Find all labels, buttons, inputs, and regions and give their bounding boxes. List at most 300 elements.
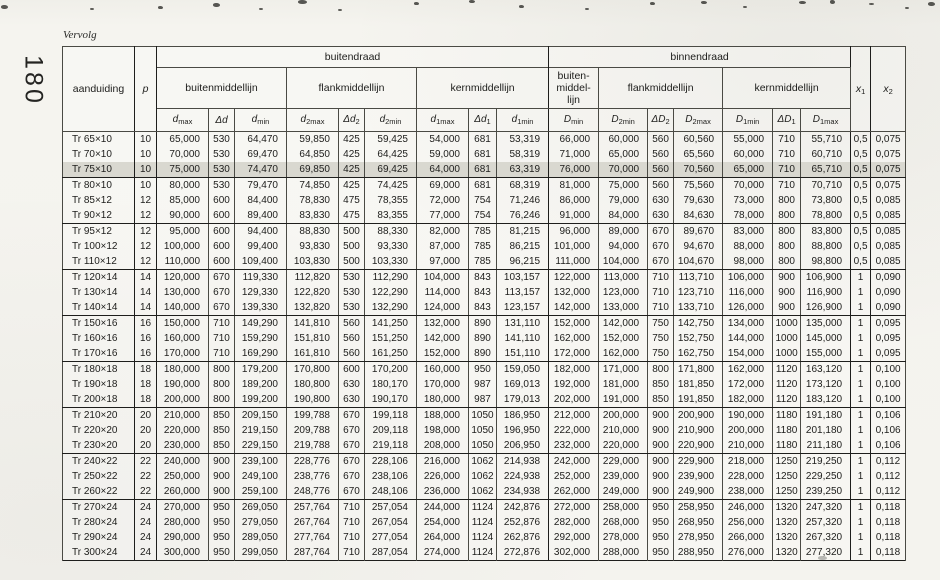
table-row — [63, 392, 906, 408]
table-cell: 1050 — [469, 423, 497, 438]
table-cell: 12 — [135, 254, 157, 270]
table-cell: 132,000 — [417, 316, 469, 332]
table-cell: 20 — [135, 408, 157, 424]
table-cell: 161,810 — [287, 346, 339, 362]
table-row — [63, 454, 906, 470]
table-cell: 1062 — [469, 484, 497, 500]
table-cell: 630 — [648, 193, 674, 208]
table-cell: 94,000 — [599, 239, 648, 254]
table-cell: 1320 — [773, 530, 801, 545]
table-cell: 1 — [851, 392, 871, 408]
table-cell: 126,000 — [723, 300, 773, 316]
table-cell: 10 — [135, 162, 157, 178]
table-cell: 292,000 — [549, 530, 599, 545]
table-row — [63, 423, 906, 438]
table-cell: 670 — [648, 254, 674, 270]
table-cell: 267,764 — [287, 515, 339, 530]
table-cell: 169,290 — [235, 346, 287, 362]
table-cell: 88,800 — [801, 239, 851, 254]
table-cell: 268,000 — [599, 515, 648, 530]
table-cell: 180,000 — [417, 392, 469, 408]
table-cell: 1124 — [469, 515, 497, 530]
table-cell: 200,000 — [157, 392, 209, 408]
table-cell: 86,000 — [549, 193, 599, 208]
table-row — [63, 362, 906, 378]
column-symbol: $\Delta D_2$ — [648, 109, 674, 132]
table-cell: 209,118 — [365, 423, 417, 438]
table-cell: 140,000 — [157, 300, 209, 316]
table-cell: 950 — [648, 500, 674, 516]
table-cell: 530 — [209, 132, 235, 148]
table-cell: Tr 110×12 — [63, 254, 135, 270]
table-row — [63, 193, 906, 208]
table-cell: 83,000 — [723, 224, 773, 240]
table-cell: 170,000 — [157, 346, 209, 362]
table-cell: 987 — [469, 392, 497, 408]
table-cell: 59,425 — [365, 132, 417, 148]
column-symbol: $d_{min}$ — [235, 109, 287, 132]
table-cell: 162,000 — [723, 362, 773, 378]
table-cell: 116,900 — [801, 285, 851, 300]
table-cell: 73,800 — [801, 193, 851, 208]
table-cell: 89,000 — [599, 224, 648, 240]
table-cell: 112,820 — [287, 270, 339, 286]
table-cell: 0,075 — [871, 132, 906, 148]
table-cell: 226,000 — [417, 469, 469, 484]
table-cell: 219,150 — [235, 423, 287, 438]
table-cell: Tr 65×10 — [63, 132, 135, 148]
table-cell: 0,112 — [871, 484, 906, 500]
table-cell: 234,938 — [497, 484, 549, 500]
table-cell: 210,000 — [723, 438, 773, 454]
table-cell: 79,000 — [599, 193, 648, 208]
table-cell: 600 — [209, 208, 235, 224]
table-cell: 211,180 — [801, 438, 851, 454]
table-cell: 14 — [135, 270, 157, 286]
table-cell: 55,000 — [723, 132, 773, 148]
table-cell: 228,776 — [287, 454, 339, 470]
table-cell: 750 — [648, 331, 674, 346]
table-cell: 200,000 — [599, 408, 648, 424]
table-row — [63, 224, 906, 240]
table-cell: 160,000 — [417, 362, 469, 378]
table-cell: Tr 300×24 — [63, 545, 135, 561]
table-cell: Tr 180×18 — [63, 362, 135, 378]
table-cell: 155,000 — [801, 346, 851, 362]
table-cell: 0,5 — [851, 224, 871, 240]
table-cell: 272,000 — [549, 500, 599, 516]
table-cell: 560 — [648, 132, 674, 148]
column-symbol: $D_{min}$ — [549, 109, 599, 132]
table-cell: 1 — [851, 316, 871, 332]
table-cell: 132,290 — [365, 300, 417, 316]
table-cell: 754 — [469, 193, 497, 208]
table-cell: 950 — [648, 530, 674, 545]
table-cell: 267,054 — [365, 515, 417, 530]
table-cell: 681 — [469, 178, 497, 194]
table-cell: 18 — [135, 377, 157, 392]
table-cell: 0,106 — [871, 423, 906, 438]
table-cell: 64,470 — [235, 132, 287, 148]
table-cell: 122,000 — [549, 270, 599, 286]
table-cell: 170,000 — [417, 377, 469, 392]
table-cell: 900 — [209, 454, 235, 470]
table-cell: 900 — [209, 484, 235, 500]
table-cell: 279,050 — [235, 515, 287, 530]
table-cell: 1050 — [469, 408, 497, 424]
column-symbol: Δd — [209, 109, 235, 132]
table-cell: 242,876 — [497, 500, 549, 516]
table-cell: 179,013 — [497, 392, 549, 408]
table-cell: 79,630 — [674, 193, 723, 208]
table-cell: 163,120 — [801, 362, 851, 378]
table-cell: 113,000 — [599, 270, 648, 286]
table-cell: 149,290 — [235, 316, 287, 332]
table-cell: 132,820 — [287, 300, 339, 316]
table-cell: 75,000 — [157, 162, 209, 178]
table-cell: 228,106 — [365, 454, 417, 470]
table-cell: 160,000 — [157, 331, 209, 346]
scan-speckle — [298, 0, 307, 4]
table-cell: Tr 130×14 — [63, 285, 135, 300]
table-cell: 150,000 — [157, 316, 209, 332]
table-cell: 710 — [209, 331, 235, 346]
table-cell: 70,000 — [723, 178, 773, 194]
table-cell: 200,900 — [674, 408, 723, 424]
table-row — [63, 316, 906, 332]
header-x1: $x_1$ — [851, 47, 871, 132]
table-cell: 1 — [851, 438, 871, 454]
table-cell: 249,100 — [235, 469, 287, 484]
column-symbol: $\Delta D_1$ — [773, 109, 801, 132]
table-row — [63, 132, 906, 148]
table-cell: 119,330 — [235, 270, 287, 286]
table-cell: 600 — [209, 239, 235, 254]
table-cell: 1 — [851, 454, 871, 470]
table-cell: 0,118 — [871, 515, 906, 530]
table-cell: 144,000 — [723, 331, 773, 346]
table-cell: 530 — [209, 147, 235, 162]
table-cell: 122,820 — [287, 285, 339, 300]
table-cell: 209,788 — [287, 423, 339, 438]
table-cell: 425 — [339, 132, 365, 148]
table-cell: 287,054 — [365, 545, 417, 561]
table-cell: 142,750 — [674, 316, 723, 332]
table-cell: 113,157 — [497, 285, 549, 300]
table-cell: 172,000 — [723, 377, 773, 392]
table-cell: 82,000 — [417, 224, 469, 240]
table-cell: 74,425 — [365, 178, 417, 194]
table-cell: 60,560 — [674, 132, 723, 148]
table-cell: 262,000 — [549, 484, 599, 500]
table-cell: 74,850 — [287, 178, 339, 194]
table-cell: 244,000 — [417, 500, 469, 516]
table-cell: 76,246 — [497, 208, 549, 224]
table-cell: Tr 75×10 — [63, 162, 135, 178]
table-cell: 199,118 — [365, 408, 417, 424]
table-cell: 190,800 — [287, 392, 339, 408]
table-cell: 278,000 — [599, 530, 648, 545]
table-cell: 1050 — [469, 438, 497, 454]
table-cell: 200,000 — [723, 423, 773, 438]
table-cell: 209,150 — [235, 408, 287, 424]
table-cell: Tr 280×24 — [63, 515, 135, 530]
table-cell: 630 — [648, 208, 674, 224]
table-cell: 248,106 — [365, 484, 417, 500]
table-cell: 0,075 — [871, 178, 906, 194]
table-cell: 1 — [851, 270, 871, 286]
table-cell: 87,000 — [417, 239, 469, 254]
table-cell: 89,400 — [235, 208, 287, 224]
table-cell: 242,000 — [549, 454, 599, 470]
table-cell: 246,000 — [723, 500, 773, 516]
scan-speckle — [743, 6, 747, 8]
table-cell: 20 — [135, 423, 157, 438]
table-cell: 104,000 — [417, 270, 469, 286]
table-cell: 77,000 — [417, 208, 469, 224]
table-cell: 229,150 — [235, 438, 287, 454]
table-cell: 0,106 — [871, 408, 906, 424]
table-cell: 22 — [135, 469, 157, 484]
column-symbol: $D_{1max}$ — [801, 109, 851, 132]
table-cell: 800 — [209, 392, 235, 408]
table-cell: 710 — [648, 300, 674, 316]
table-cell: 22 — [135, 454, 157, 470]
table-cell: 600 — [209, 193, 235, 208]
table-cell: 1 — [851, 362, 871, 378]
table-cell: Tr 200×18 — [63, 392, 135, 408]
table-cell: 0,5 — [851, 147, 871, 162]
table-cell: Tr 160×16 — [63, 331, 135, 346]
table-cell: 78,800 — [801, 208, 851, 224]
table-row — [63, 239, 906, 254]
table-cell: 1120 — [773, 392, 801, 408]
table-cell: 162,000 — [549, 331, 599, 346]
table-cell: 161,250 — [365, 346, 417, 362]
table-cell: 182,000 — [723, 392, 773, 408]
table-cell: Tr 260×22 — [63, 484, 135, 500]
table-cell: 710 — [209, 316, 235, 332]
table-cell: 123,157 — [497, 300, 549, 316]
table-cell: 104,670 — [674, 254, 723, 270]
table-cell: 425 — [339, 178, 365, 194]
table-cell: 152,000 — [417, 346, 469, 362]
table-cell: Tr 240×22 — [63, 454, 135, 470]
table-cell: 1 — [851, 484, 871, 500]
table-cell: Tr 290×24 — [63, 530, 135, 545]
table-cell: 135,000 — [801, 316, 851, 332]
table-cell: 120,000 — [157, 270, 209, 286]
table-cell: 86,215 — [497, 239, 549, 254]
table-cell: 190,000 — [723, 408, 773, 424]
table-cell: 229,000 — [599, 454, 648, 470]
table-cell: 191,000 — [599, 392, 648, 408]
table-cell: 800 — [773, 224, 801, 240]
table-cell: 950 — [648, 545, 674, 561]
table-cell: 170,200 — [365, 362, 417, 378]
table-cell: 269,050 — [235, 500, 287, 516]
table-cell: 219,250 — [801, 454, 851, 470]
table-cell: 24 — [135, 515, 157, 530]
table-cell: 530 — [209, 162, 235, 178]
table-cell: 201,180 — [801, 423, 851, 438]
table-cell: 55,710 — [801, 132, 851, 148]
table-row — [63, 147, 906, 162]
table-cell: 69,470 — [235, 147, 287, 162]
table-cell: 183,120 — [801, 392, 851, 408]
table-cell: 142,000 — [417, 331, 469, 346]
table-cell: 900 — [648, 408, 674, 424]
table-cell: 199,788 — [287, 408, 339, 424]
table-cell: 850 — [209, 423, 235, 438]
table-cell: 152,750 — [674, 331, 723, 346]
table-cell: 1 — [851, 346, 871, 362]
table-cell: 710 — [773, 147, 801, 162]
header-aanduiding: aanduiding — [63, 47, 135, 132]
table-cell: 75,560 — [674, 178, 723, 194]
table-cell: Tr 85×12 — [63, 193, 135, 208]
table-cell: 84,400 — [235, 193, 287, 208]
table-cell: 180,800 — [287, 377, 339, 392]
table-cell: 890 — [469, 331, 497, 346]
table-cell: 277,764 — [287, 530, 339, 545]
continuation-label: Vervolg — [63, 29, 97, 41]
table-cell: 169,013 — [497, 377, 549, 392]
table-cell: 843 — [469, 285, 497, 300]
table-cell: 180,000 — [157, 362, 209, 378]
table-cell: Tr 220×20 — [63, 423, 135, 438]
table-cell: 95,000 — [157, 224, 209, 240]
table-row — [63, 254, 906, 270]
table-cell: 220,000 — [599, 438, 648, 454]
table-cell: 267,320 — [801, 530, 851, 545]
table-cell: 1 — [851, 408, 871, 424]
table-cell: 90,000 — [157, 208, 209, 224]
table-cell: 214,938 — [497, 454, 549, 470]
table-cell: 70,000 — [599, 162, 648, 178]
table-cell: 302,000 — [549, 545, 599, 561]
table-cell: 280,000 — [157, 515, 209, 530]
table-cell: 229,900 — [674, 454, 723, 470]
table-cell: 210,000 — [157, 408, 209, 424]
table-cell: 212,000 — [549, 408, 599, 424]
table-cell: 258,000 — [599, 500, 648, 516]
table-row — [63, 530, 906, 545]
table-cell: 103,830 — [287, 254, 339, 270]
table-cell: 152,000 — [549, 316, 599, 332]
scan-speckle — [830, 0, 835, 4]
scan-speckle — [469, 0, 475, 3]
table-cell: 238,106 — [365, 469, 417, 484]
table-cell: 78,830 — [287, 193, 339, 208]
table-cell: 500 — [339, 224, 365, 240]
table-cell: 0,5 — [851, 178, 871, 194]
table-cell: Tr 80×10 — [63, 178, 135, 194]
table-cell: Tr 100×12 — [63, 239, 135, 254]
table-cell: 257,764 — [287, 500, 339, 516]
table-row — [63, 270, 906, 286]
table-cell: 10 — [135, 147, 157, 162]
table-cell: 53,319 — [497, 132, 549, 148]
table-cell: 64,425 — [365, 147, 417, 162]
table-cell: 0,075 — [871, 162, 906, 178]
table-cell: 124,000 — [417, 300, 469, 316]
table-cell: Tr 170×16 — [63, 346, 135, 362]
table-cell: 1000 — [773, 346, 801, 362]
scan-speckle — [259, 8, 263, 10]
table-cell: 254,000 — [417, 515, 469, 530]
header-flankmiddellijn-buiten: flankmiddellijn — [287, 68, 417, 109]
table-cell: 710 — [209, 346, 235, 362]
table-cell: 0,090 — [871, 285, 906, 300]
table-cell: 170,800 — [287, 362, 339, 378]
table-cell: 630 — [339, 392, 365, 408]
table-row — [63, 408, 906, 424]
table-cell: 670 — [209, 285, 235, 300]
table-cell: 890 — [469, 346, 497, 362]
table-cell: 100,000 — [157, 239, 209, 254]
table-cell: 202,000 — [549, 392, 599, 408]
table-cell: 190,170 — [365, 392, 417, 408]
table-cell: 0,085 — [871, 193, 906, 208]
table-cell: 950 — [209, 515, 235, 530]
table-cell: 112,290 — [365, 270, 417, 286]
table-cell: 800 — [773, 193, 801, 208]
table-cell: 950 — [469, 362, 497, 378]
table-cell: 800 — [648, 362, 674, 378]
table-cell: Tr 70×10 — [63, 147, 135, 162]
table-cell: 0,5 — [851, 254, 871, 270]
table-cell: 0,5 — [851, 193, 871, 208]
table-cell: 72,000 — [417, 193, 469, 208]
table-row — [63, 469, 906, 484]
table-cell: 785 — [469, 254, 497, 270]
table-cell: 93,830 — [287, 239, 339, 254]
scan-speckle — [869, 3, 874, 5]
table-cell: 74,470 — [235, 162, 287, 178]
table-cell: 232,000 — [549, 438, 599, 454]
table-cell: 130,000 — [157, 285, 209, 300]
table-cell: 1120 — [773, 377, 801, 392]
table-cell: 800 — [209, 362, 235, 378]
table-row — [63, 208, 906, 224]
column-symbol: $D_{2max}$ — [674, 109, 723, 132]
table-cell: 0,112 — [871, 454, 906, 470]
table-cell: 1124 — [469, 530, 497, 545]
table-cell: 114,000 — [417, 285, 469, 300]
table-cell: 560 — [648, 178, 674, 194]
table-cell: 0,075 — [871, 147, 906, 162]
table-cell: 1250 — [773, 484, 801, 500]
scan-speckle — [213, 3, 220, 7]
table-cell: 24 — [135, 500, 157, 516]
table-cell: 18 — [135, 392, 157, 408]
header-buitenmiddellijn-binnen: buiten- middel- lijn — [549, 68, 599, 109]
table-cell: 0,095 — [871, 346, 906, 362]
table-cell: 71,000 — [549, 147, 599, 162]
table-cell: 950 — [209, 545, 235, 561]
table-cell: 1 — [851, 469, 871, 484]
table-cell: 1 — [851, 285, 871, 300]
table-cell: 299,050 — [235, 545, 287, 561]
table-cell: 142,000 — [549, 300, 599, 316]
table-cell: 262,876 — [497, 530, 549, 545]
table-cell: 1180 — [773, 408, 801, 424]
table-cell: 277,320 — [801, 545, 851, 561]
table-cell: 800 — [773, 208, 801, 224]
table-cell: 75,000 — [599, 178, 648, 194]
table-cell: 850 — [648, 377, 674, 392]
